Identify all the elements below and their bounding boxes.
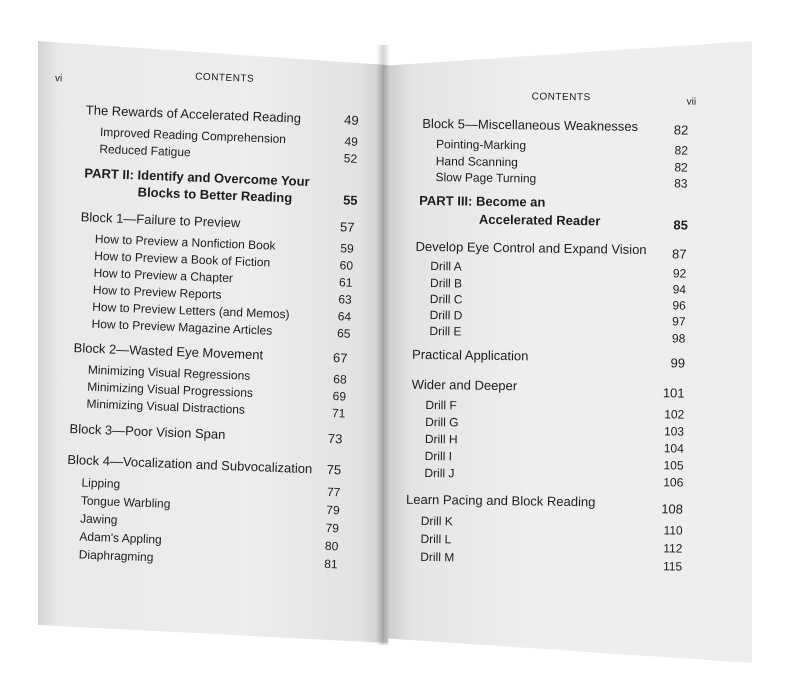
toc-entry-page: 87 — [671, 246, 687, 262]
toc-part-heading: PART II: Identify and Overcome Your — [84, 165, 310, 190]
toc-entry-page: 61 — [338, 275, 353, 290]
toc-entry-text: Jawing — [79, 511, 118, 527]
toc-entry-text: Diaphragming — [78, 547, 154, 565]
toc-entry-text: Develop Eye Control and Expand Vision — [415, 238, 647, 258]
toc-entry-page: 81 — [323, 556, 338, 572]
toc-entry-page: 60 — [339, 258, 354, 273]
toc-entry-text: Tongue Warbling — [80, 493, 171, 511]
toc-entry-page: 75 — [326, 461, 342, 478]
toc-entry-text: Drill J — [424, 465, 455, 481]
toc-entry-text: Block 5—Miscellaneous Weaknesses — [422, 115, 639, 134]
toc-entry-text: Learn Pacing and Block Reading — [405, 491, 596, 510]
right-page-number: vii — [686, 96, 697, 108]
toc-entry-page: 97 — [672, 314, 686, 329]
toc-entry-text: How to Preview Letters (and Memos) — [92, 299, 290, 322]
toc-entry-page: 65 — [336, 326, 351, 341]
toc-entry-page: 99 — [670, 355, 686, 371]
toc-entry-page: 102 — [664, 407, 685, 422]
toc-entry-text: Minimizing Visual Distractions — [86, 396, 246, 417]
toc-entry-page: 82 — [674, 143, 689, 158]
toc-entry-text: The Rewards of Accelerated Reading — [85, 102, 302, 126]
toc-entry-text: Drill H — [424, 431, 458, 447]
toc-entry-page: 82 — [673, 122, 689, 138]
toc-entry-text: Drill I — [424, 448, 453, 464]
toc-entry-text: Hand Scanning — [435, 154, 518, 170]
toc-part-heading: PART III: Become an — [419, 192, 546, 210]
toc-entry-page: 112 — [663, 541, 683, 556]
toc-entry-page: 110 — [663, 523, 683, 538]
toc-part-heading: Blocks to Better Reading — [137, 184, 293, 206]
toc-entry-text: Minimizing Visual Regressions — [87, 362, 251, 383]
toc-entry-page: 49 — [344, 134, 359, 149]
toc-entry-page: 71 — [331, 406, 346, 421]
toc-entry-page: 103 — [663, 424, 685, 439]
toc-entry-text: Slow Page Turning — [435, 170, 537, 186]
toc-entry-text: Drill A — [430, 259, 462, 274]
toc-entry-page: 80 — [324, 538, 339, 554]
toc-entry-text: Block 4—Vocalization and Subvocalization — [67, 451, 313, 477]
toc-entry-page: 104 — [663, 441, 684, 456]
toc-entry-page: 69 — [332, 389, 347, 404]
toc-entry-text: Drill F — [425, 397, 457, 413]
left-page-header: CONTENTS — [194, 71, 255, 85]
toc-entry-page: 82 — [674, 160, 688, 175]
toc-entry-text: Lipping — [81, 475, 121, 491]
toc-entry-page: 79 — [325, 520, 340, 536]
left-page-number: vi — [54, 73, 63, 85]
toc-entry-text: Adam's Appling — [79, 529, 163, 547]
toc-entry-text: Reduced Fatigue — [99, 141, 191, 160]
toc-entry-page: 68 — [333, 372, 347, 387]
toc-entry-page: 73 — [327, 430, 343, 447]
toc-entry-page: 79 — [326, 502, 340, 518]
toc-entry-page: 64 — [337, 309, 352, 324]
toc-entry-text: Practical Application — [411, 346, 529, 364]
toc-entry-text: Drill L — [420, 531, 452, 547]
toc-entry-page: 77 — [326, 484, 341, 500]
toc-entry-text: Drill B — [429, 276, 463, 291]
toc-entry-text: Drill G — [425, 414, 459, 430]
toc-entry-text: Drill C — [429, 292, 463, 307]
toc-entry-page: 55 — [342, 192, 358, 208]
toc-entry-page: 98 — [671, 331, 686, 346]
toc-entry-text: How to Preview Reports — [92, 282, 222, 302]
toc-entry-page: 57 — [339, 219, 355, 235]
toc-entry-text: How to Preview a Nonfiction Book — [94, 231, 276, 253]
toc-entry-text: Drill E — [429, 324, 462, 339]
toc-entry-page: 106 — [663, 475, 684, 490]
toc-entry-page: 49 — [343, 112, 359, 128]
toc-entry-text: Drill K — [420, 513, 453, 529]
toc-part-heading: Accelerated Reader — [478, 211, 601, 229]
toc-entry-page: 96 — [672, 298, 686, 313]
toc-entry-page: 67 — [332, 350, 348, 366]
toc-entry-page: 105 — [663, 458, 684, 473]
book-gutter — [376, 45, 390, 645]
toc-entry-text: Block 2—Wasted Eye Movement — [73, 340, 264, 363]
toc-entry-page: 59 — [340, 241, 354, 256]
toc-entry-page: 83 — [674, 176, 688, 191]
toc-entry-page: 108 — [661, 501, 684, 517]
right-page-header: CONTENTS — [531, 91, 591, 104]
toc-entry-text: Pointing-Marking — [435, 137, 527, 153]
toc-entry-page: 115 — [662, 559, 683, 574]
toc-entry-page: 63 — [338, 292, 353, 307]
toc-entry-text: Minimizing Visual Progressions — [86, 379, 254, 400]
toc-entry-text: Improved Reading Comprehension — [99, 124, 287, 147]
toc-entry-page: 85 — [673, 217, 689, 233]
toc-entry-page: 52 — [343, 151, 358, 166]
toc-entry-text: How to Preview a Chapter — [93, 265, 234, 286]
toc-entry-text: Drill D — [429, 308, 463, 323]
toc-entry-text: Drill M — [420, 549, 455, 565]
toc-entry-text: Block 3—Poor Vision Span — [69, 420, 226, 442]
toc-entry-text: Wider and Deeper — [411, 376, 518, 394]
toc-entry-page: 101 — [662, 385, 685, 401]
toc-entry-text: How to Preview a Book of Fiction — [93, 248, 271, 270]
toc-entry-page: 94 — [672, 282, 687, 297]
toc-entry-text: How to Preview Magazine Articles — [91, 316, 273, 338]
toc-entry-text: Block 1—Failure to Preview — [80, 209, 241, 231]
toc-entry-page: 92 — [672, 266, 687, 281]
